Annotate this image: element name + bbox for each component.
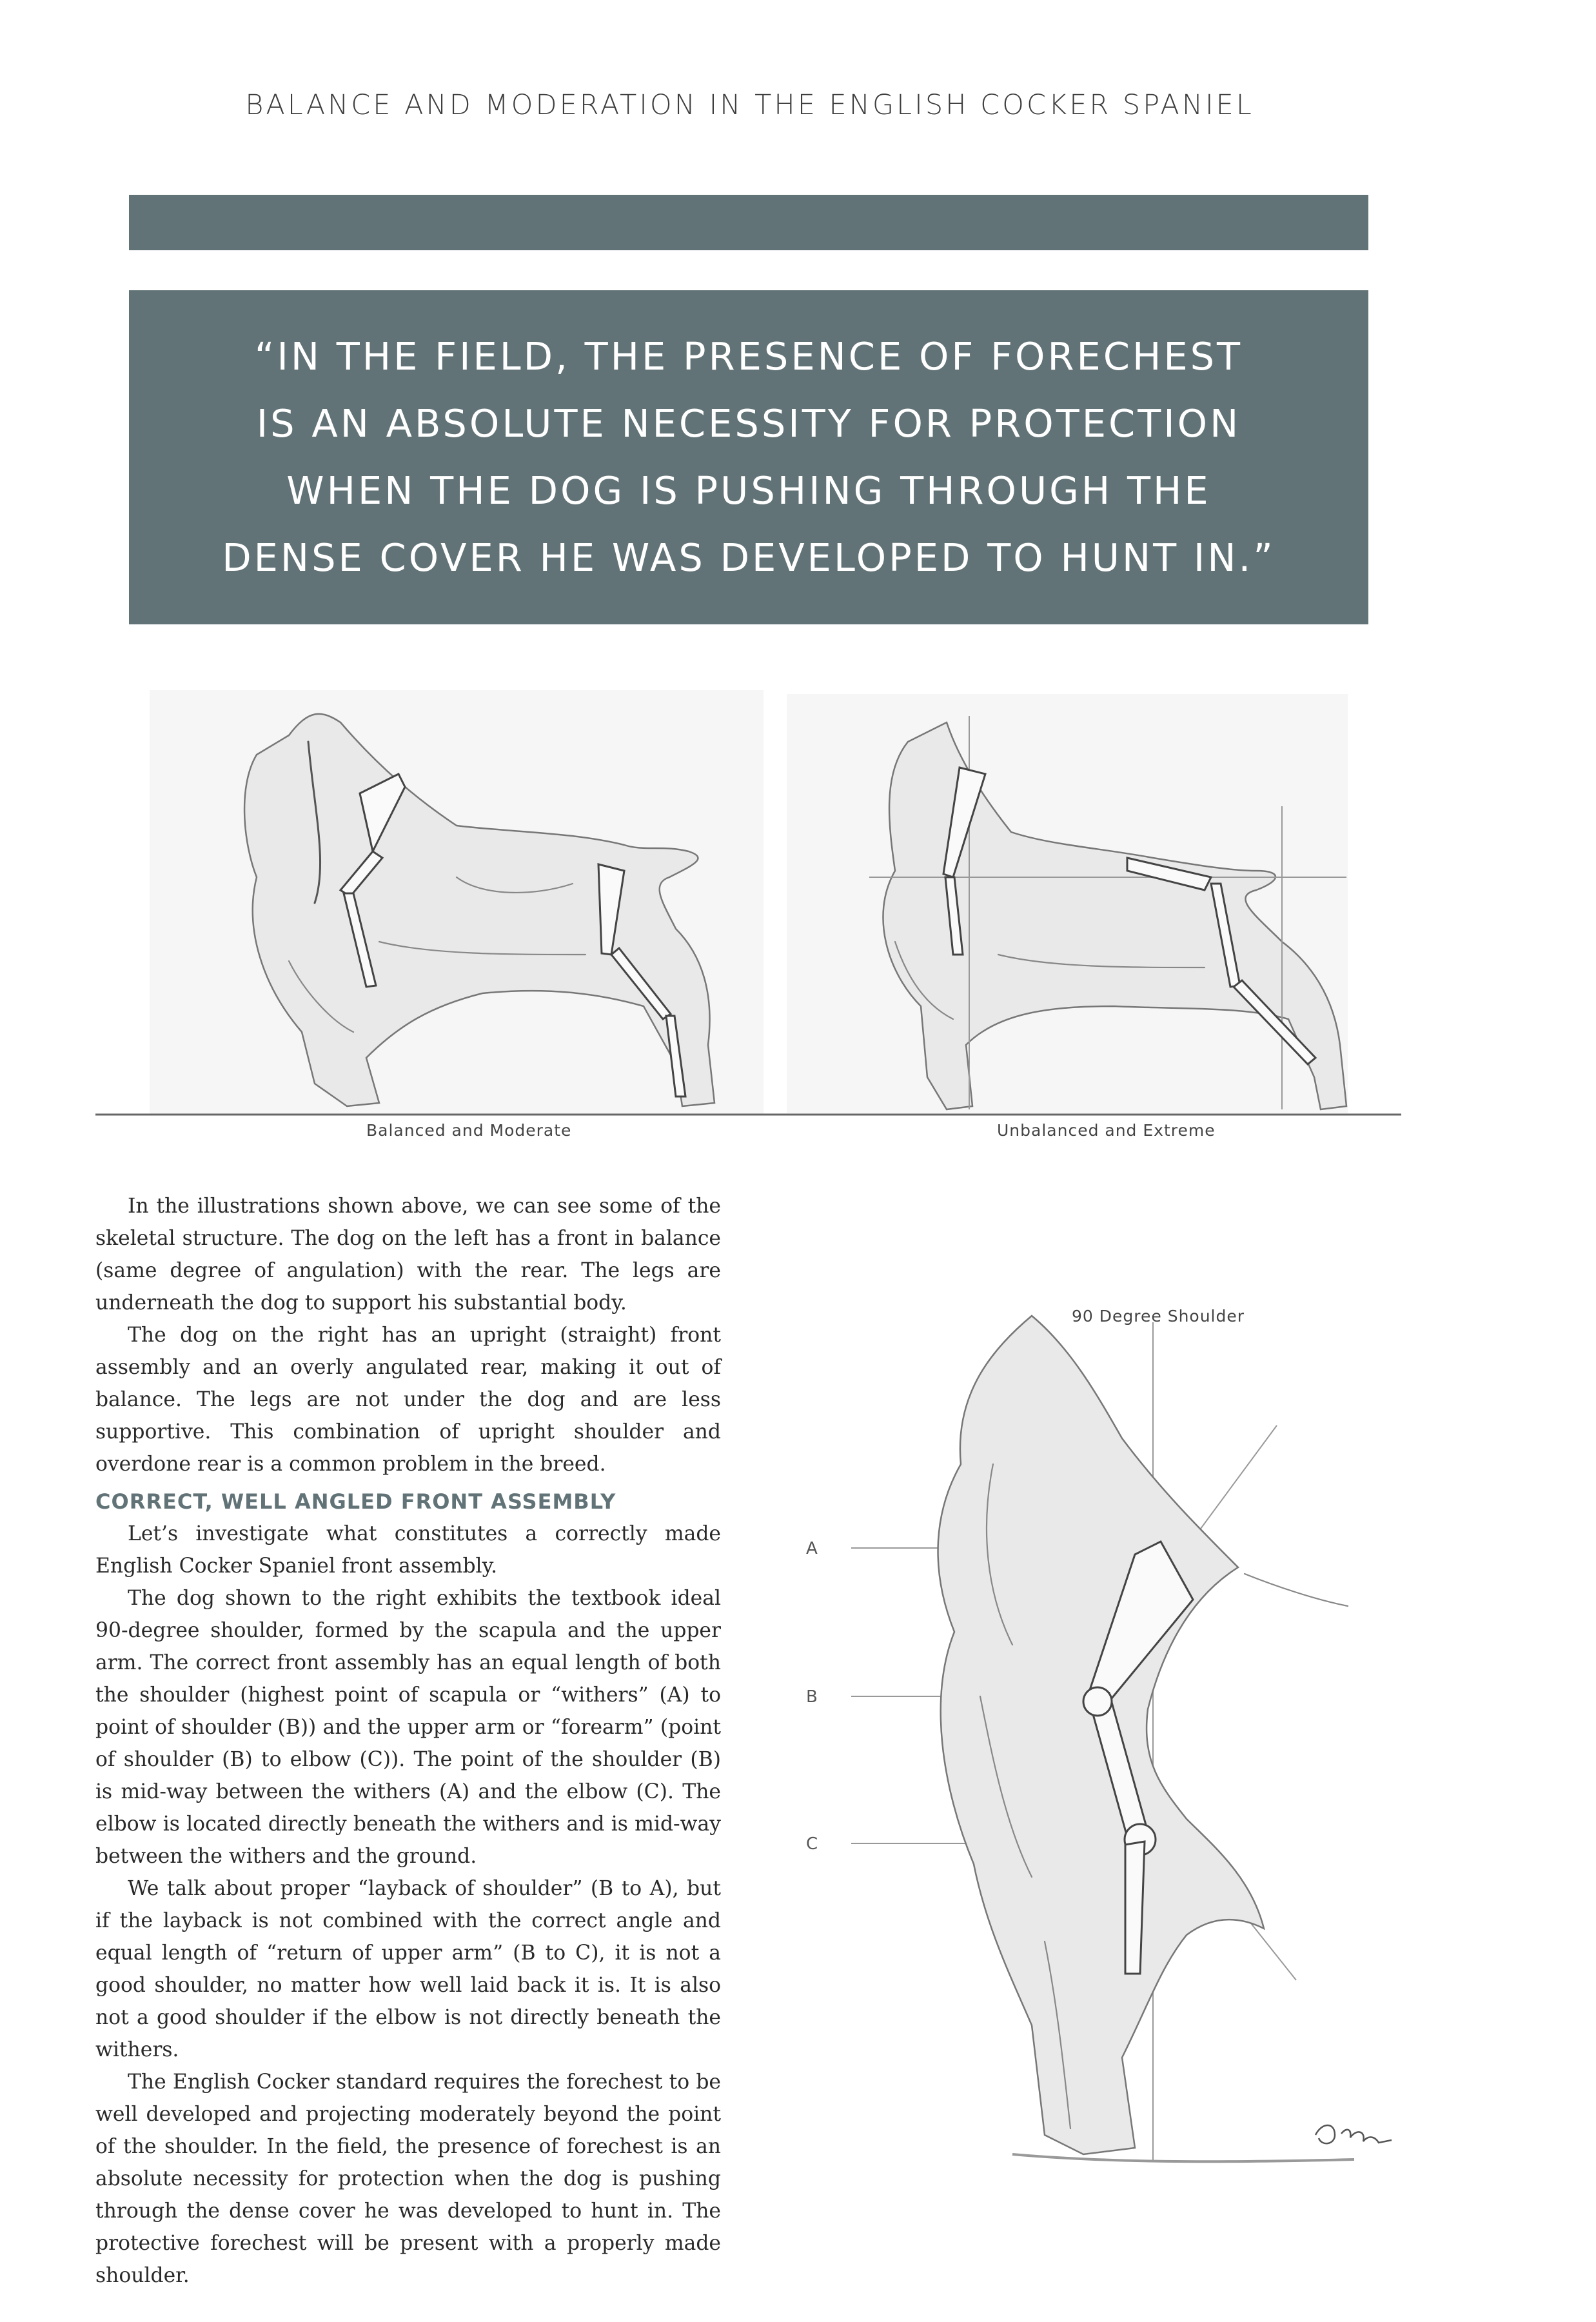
running-title: BALANCE AND MODERATION IN THE ENGLISH COCKER SPANIEL <box>245 89 1254 121</box>
shoulder-illustration <box>800 1296 1457 2174</box>
right-figure-caption: Unbalanced and Extreme <box>997 1121 1216 1140</box>
point-label-c: C <box>806 1834 818 1854</box>
paragraph: Let’s investigate what constitutes a correctly made English Cocker Spaniel front assembly. <box>95 1522 721 1578</box>
pull-quote <box>129 290 1368 624</box>
header-band <box>129 195 1368 250</box>
artist-signature-icon <box>1315 2125 1392 2143</box>
section-heading: CORRECT, WELL ANGLED FRONT ASSEMBLY <box>95 1489 616 1514</box>
pull-quote-line: DENSE COVER HE WAS DEVELOPED TO HUNT IN.” <box>222 535 1276 580</box>
paragraph: We talk about proper “layback of shoulder” (B to A), but if the layback is not combined with the correct angle and equal length of “return of upper arm” (B to C), it is not a good shoulder, no matter how well laid back it is. It is also not a good shoulder if the elbow is not directly beneath the withers. <box>95 1877 721 2061</box>
paragraph: The dog shown to the right exhibits the textbook ideal 90-degree shoulder, formed by the scapula and the upper arm. The correct front assembly has an equal length of both the shoulder (highest point of scapula or “withers” (A) to point of shoulder (B)) and the upper arm or “forearm” (point of shoulder (B) to elbow (C)). The point of the shoulder (B) is mid-way between the withers (A) and the elbow (C). The elbow is located directly beneath the withers and is mid-way between the withers and the ground. <box>95 1587 721 1868</box>
left-figure-caption: Balanced and Moderate <box>366 1121 572 1140</box>
paragraph: The dog on the right has an upright (straight) front assembly and an overly angulated rear, making it out of balance. The legs are not under the dog and are less supportive. This combination of upright shoulder and overdone rear is a common problem in the breed. <box>95 1324 721 1476</box>
shoulder-figure-caption: 90 Degree Shoulder <box>1072 1307 1245 1325</box>
article-body <box>95 1190 721 2292</box>
dog-comparison-illustration <box>95 684 1401 1122</box>
pull-quote-line: “IN THE FIELD, THE PRESENCE OF FORECHEST <box>254 334 1243 379</box>
pull-quote-line: WHEN THE DOG IS PUSHING THROUGH THE <box>286 468 1211 513</box>
paragraph: In the illustrations shown above, we can see some of the skeletal structure. The dog on the left has a front in balance (same degree of angulation) with the rear. The legs are underneath the dog to support his substantial body. <box>95 1195 721 1315</box>
point-label-b: B <box>806 1687 818 1707</box>
forearm-bone <box>1125 1841 1145 1974</box>
shoulder-joint <box>1083 1687 1112 1716</box>
paragraph: The English Cocker standard requires the forechest to be well developed and projecting moderately beyond the point of the shoulder. In the field, the presence of forechest is an absolute necessity for protection when the dog is pushing through the dense cover he was developed to hunt in. The protective forechest will be present with a properly made shoulder. <box>95 2070 721 2287</box>
pull-quote-line: IS AN ABSOLUTE NECESSITY FOR PROTECTION <box>256 401 1241 446</box>
point-label-a: A <box>806 1539 818 1558</box>
